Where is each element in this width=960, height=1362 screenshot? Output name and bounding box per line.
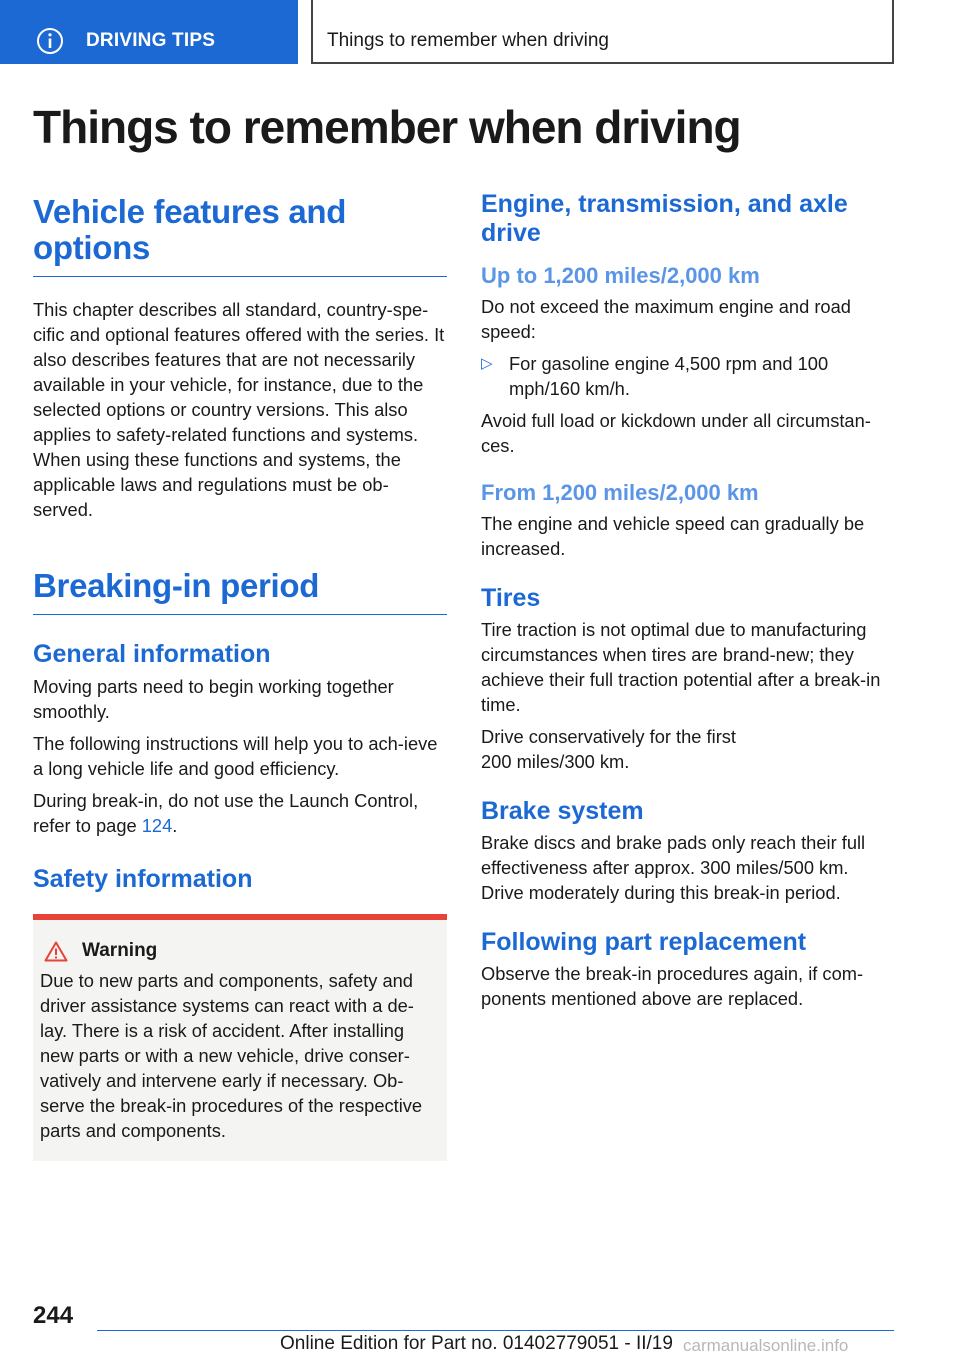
up-to-bullet-text: For gasoline engine 4,500 rpm and 100 mph/160 km/h.: [509, 353, 829, 399]
vehicle-features-heading-line2: options: [33, 229, 151, 266]
bullet-triangle-icon: ▷: [481, 355, 493, 372]
warning-text: Due to new parts and components, safety and driver assistance systems can react with a de-lay. There is a risk of accident. After installing new parts or with a new vehicle, drive conser-vatively and intervene early if necessary. Ob-serve the break-in procedures of the respective parts and components.: [40, 970, 423, 1141]
left-column: [33, 190, 447, 1161]
vehicle-features-heading-line1: Vehicle features and: [33, 193, 347, 230]
list-item: [481, 351, 895, 401]
up-to-p1: Do not exceed the maximum engine and road speed:: [481, 296, 851, 342]
vehicle-features-body: This chapter describes all standard, country-spe-cific and optional features offered with the series. It also describes features that are not necessarily available in your vehicle, for instance, due to the selected options or country versions. This also applies to safety-related functions and systems. When using these functions and systems, the applicable laws and regulations must be ob-served.: [33, 299, 445, 520]
vehicle-features-heading: [33, 194, 447, 266]
engine-heading: Engine, transmission, and axle drive: [481, 190, 848, 247]
general-info-p2: The following instructions will help you to ach-ieve a long vehicle life and good efficiency.: [33, 733, 438, 779]
right-column: [481, 190, 895, 1011]
warning-title: [40, 940, 439, 962]
from-heading: From 1,200 miles/2,000 km: [481, 480, 759, 505]
breadcrumb: [311, 0, 894, 64]
up-to-heading: Up to 1,200 miles/2,000 km: [481, 263, 760, 288]
watermark: carmanualsonline.info: [683, 1336, 849, 1355]
edition-text: Online Edition for Part no. 01402779051 - II/19: [280, 1333, 673, 1354]
up-to-p2: Avoid full load or kickdown under all circumstan-ces.: [481, 410, 871, 456]
warning-box: [33, 914, 447, 1161]
general-info-heading: General information: [33, 640, 271, 668]
tires-heading: Tires: [481, 584, 541, 612]
general-info-p1: Moving parts need to begin working together smoothly.: [33, 676, 394, 722]
replacement-heading: Following part replacement: [481, 928, 807, 956]
section-divider: [33, 276, 447, 277]
brake-p1: Brake discs and brake pads only reach their full effectiveness after approx. 300 miles/500 km. Drive moderately during this break-in period.: [481, 832, 866, 903]
general-info-p3-suffix: .: [172, 815, 178, 836]
page-link[interactable]: 124: [141, 815, 173, 836]
from-p1: The engine and vehicle speed can gradually be increased.: [481, 513, 865, 559]
section-tab[interactable]: [0, 0, 298, 64]
section-label: DRIVING TIPS: [86, 30, 216, 51]
general-info-p3: [33, 788, 447, 838]
footer-divider: [97, 1330, 894, 1331]
breadcrumb-text: Things to remember when driving: [327, 30, 609, 51]
info-icon: [36, 27, 64, 55]
general-info-p3-prefix: During break-in, do not use the Launch Control, refer to page: [33, 790, 419, 836]
page-title: Things to remember when driving: [33, 101, 741, 153]
replacement-p1: Observe the break-in procedures again, if com-ponents mentioned above are replaced.: [481, 963, 864, 1009]
warning-triangle-icon: [44, 941, 68, 962]
page-number: 244: [33, 1302, 74, 1329]
brake-heading: Brake system: [481, 797, 644, 825]
tires-p1: Tire traction is not optimal due to manufacturing circumstances when tires are brand-new; they achieve their full traction potential after a break-in time.: [481, 619, 881, 715]
tires-p2: Drive conservatively for the first 200 miles/300 km.: [481, 726, 737, 772]
safety-info-heading: Safety information: [33, 865, 253, 893]
warning-title-text: Warning: [82, 940, 158, 961]
breaking-in-heading: Breaking-in period: [33, 567, 320, 604]
section-divider: [33, 614, 447, 615]
